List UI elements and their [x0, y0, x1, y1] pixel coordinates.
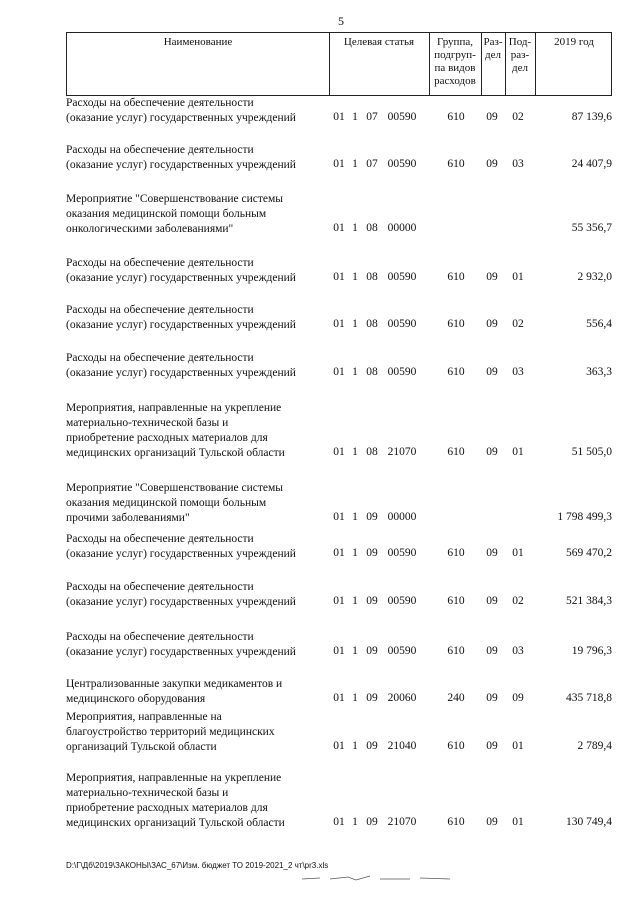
row-name: Расходы на обеспечение деятельности (оказание услуг) государственных учреждений — [66, 533, 296, 560]
row-amount: 130 749,4 — [566, 816, 612, 828]
row-c2: 1 — [352, 446, 358, 458]
row-subsection: 02 — [512, 111, 524, 123]
row-subsection: 02 — [512, 318, 524, 330]
row-c2: 1 — [352, 816, 358, 828]
row-c2: 1 — [352, 511, 358, 523]
row-c3: 08 — [366, 318, 378, 330]
row-c2: 1 — [352, 222, 358, 234]
row-section: 09 — [486, 547, 498, 559]
row-c3: 08 — [366, 366, 378, 378]
row-subsection: 01 — [512, 446, 524, 458]
row-amount: 435 718,8 — [566, 692, 612, 704]
header-name: Наименование — [163, 36, 233, 48]
row-c3: 08 — [366, 446, 378, 458]
row-c4: 00000 — [387, 511, 417, 523]
row-section: 09 — [486, 111, 498, 123]
row-name: Расходы на обеспечение деятельности (оказание услуг) государственных учреждений — [66, 304, 296, 331]
row-amount: 556,4 — [586, 318, 612, 330]
row-amount: 1 798 499,3 — [557, 511, 612, 523]
header-subsection: Под- раз- дел — [508, 36, 532, 74]
row-c1: 01 — [333, 816, 345, 828]
row-c3: 09 — [366, 692, 378, 704]
row-c1: 01 — [333, 222, 345, 234]
row-name: Расходы на обеспечение деятельности (оказание услуг) государственных учреждений — [66, 97, 296, 124]
row-c2: 1 — [352, 271, 358, 283]
row-section: 09 — [486, 692, 498, 704]
row-c3: 07 — [366, 158, 378, 170]
page-number: 5 — [338, 14, 344, 28]
row-c4: 21070 — [387, 446, 417, 458]
row-c3: 09 — [366, 595, 378, 607]
row-c1: 01 — [333, 111, 345, 123]
row-amount: 2 789,4 — [577, 740, 612, 752]
row-subsection: 09 — [512, 692, 524, 704]
row-subsection: 03 — [512, 645, 524, 657]
row-c3: 09 — [366, 645, 378, 657]
row-name: Мероприятие "Совершенствование системы оказания медицинской помощи больным прочими заболеваниями" — [66, 482, 284, 524]
row-section: 09 — [486, 446, 498, 458]
row-c2: 1 — [352, 547, 358, 559]
header-section: Раз- дел — [483, 36, 503, 61]
row-c1: 01 — [333, 547, 345, 559]
row-subsection: 01 — [512, 816, 524, 828]
row-name: Мероприятие "Совершенствование системы оказания медицинской помощи больным онкологическими заболеваниями" — [66, 193, 284, 235]
row-c4: 00000 — [387, 222, 417, 234]
row-name: Мероприятия, направленные на благоустройство территорий медицинских организаций Тульской области — [66, 711, 275, 753]
row-c1: 01 — [333, 366, 345, 378]
row-group: 610 — [447, 446, 465, 458]
row-c4: 00590 — [387, 547, 417, 559]
header-group: Группа, подгруп- па видов расходов — [434, 36, 476, 87]
row-name: Расходы на обеспечение деятельности (оказание услуг) государственных учреждений — [66, 631, 296, 658]
row-c1: 01 — [333, 158, 345, 170]
row-c1: 01 — [333, 645, 345, 657]
row-group: 610 — [447, 547, 465, 559]
row-c4: 00590 — [387, 158, 417, 170]
row-group: 610 — [447, 366, 465, 378]
row-c4: 00590 — [387, 645, 417, 657]
row-c4: 00590 — [387, 111, 417, 123]
header-year: 2019 год — [554, 36, 594, 48]
row-c1: 01 — [333, 318, 345, 330]
row-amount: 363,3 — [586, 366, 612, 378]
row-c4: 00590 — [387, 595, 417, 607]
row-c1: 01 — [333, 595, 345, 607]
row-name: Расходы на обеспечение деятельности (оказание услуг) государственных учреждений — [66, 144, 296, 171]
row-c4: 00590 — [387, 271, 417, 283]
row-amount: 19 796,3 — [571, 645, 612, 657]
row-subsection: 01 — [512, 271, 524, 283]
row-name: Централизованные закупки медикаментов и медицинского оборудования — [66, 678, 283, 705]
row-group: 610 — [447, 271, 465, 283]
row-subsection: 03 — [512, 158, 524, 170]
row-c3: 09 — [366, 547, 378, 559]
row-c1: 01 — [333, 446, 345, 458]
row-subsection: 01 — [512, 547, 524, 559]
row-c1: 01 — [333, 511, 345, 523]
table-header — [66, 32, 612, 96]
row-group: 610 — [447, 740, 465, 752]
row-section: 09 — [486, 645, 498, 657]
row-c3: 09 — [366, 816, 378, 828]
row-name: Мероприятия, направленные на укрепление материально-технической базы и приобретение расходных материалов для медицинских организаций Тульской области — [66, 402, 285, 459]
row-group: 610 — [447, 645, 465, 657]
row-c3: 08 — [366, 222, 378, 234]
row-c2: 1 — [352, 158, 358, 170]
row-section: 09 — [486, 595, 498, 607]
row-group: 610 — [447, 158, 465, 170]
row-amount: 521 384,3 — [566, 595, 612, 607]
header-target: Целевая статья — [343, 36, 415, 48]
row-c3: 08 — [366, 271, 378, 283]
row-amount: 2 932,0 — [577, 271, 612, 283]
row-section: 09 — [486, 740, 498, 752]
row-c3: 09 — [366, 740, 378, 752]
row-c4: 21070 — [387, 816, 417, 828]
row-name: Расходы на обеспечение деятельности (оказание услуг) государственных учреждений — [66, 257, 296, 284]
row-subsection: 03 — [512, 366, 524, 378]
row-group: 610 — [447, 318, 465, 330]
row-c4: 20060 — [387, 692, 417, 704]
row-name: Расходы на обеспечение деятельности (оказание услуг) государственных учреждений — [66, 352, 296, 379]
row-name: Расходы на обеспечение деятельности (оказание услуг) государственных учреждений — [66, 581, 296, 608]
row-c1: 01 — [333, 740, 345, 752]
row-c2: 1 — [352, 740, 358, 752]
row-amount: 51 505,0 — [571, 446, 612, 458]
row-c3: 09 — [366, 511, 378, 523]
row-group: 240 — [447, 692, 465, 704]
row-c4: 00590 — [387, 318, 417, 330]
row-amount: 24 407,9 — [571, 158, 612, 170]
row-group: 610 — [447, 595, 465, 607]
row-c2: 1 — [352, 595, 358, 607]
row-c2: 1 — [352, 645, 358, 657]
row-c4: 00590 — [387, 366, 417, 378]
row-section: 09 — [486, 158, 498, 170]
row-c1: 01 — [333, 271, 345, 283]
row-amount: 569 470,2 — [566, 547, 612, 559]
row-section: 09 — [486, 271, 498, 283]
row-section: 09 — [486, 816, 498, 828]
row-group: 610 — [447, 111, 465, 123]
file-path-footer: D:\Г\Дб\2019\ЗАКОНЫ\ЗАС_67\Изм. бюджет ТО 2019-2021_2 чт\pr3.xls — [66, 861, 329, 870]
row-c4: 21040 — [387, 740, 417, 752]
row-group: 610 — [447, 816, 465, 828]
row-subsection: 01 — [512, 740, 524, 752]
signature-scribble — [300, 874, 480, 882]
row-amount: 87 139,6 — [571, 111, 612, 123]
row-c3: 07 — [366, 111, 378, 123]
row-name: Мероприятия, направленные на укрепление материально-технической базы и приобретение расходных материалов для медицинских организаций Тульской области — [66, 772, 285, 829]
row-amount: 55 356,7 — [571, 222, 612, 234]
row-section: 09 — [486, 318, 498, 330]
row-c1: 01 — [333, 692, 345, 704]
row-subsection: 02 — [512, 595, 524, 607]
row-c2: 1 — [352, 318, 358, 330]
row-c2: 1 — [352, 366, 358, 378]
row-c2: 1 — [352, 692, 358, 704]
row-section: 09 — [486, 366, 498, 378]
row-c2: 1 — [352, 111, 358, 123]
